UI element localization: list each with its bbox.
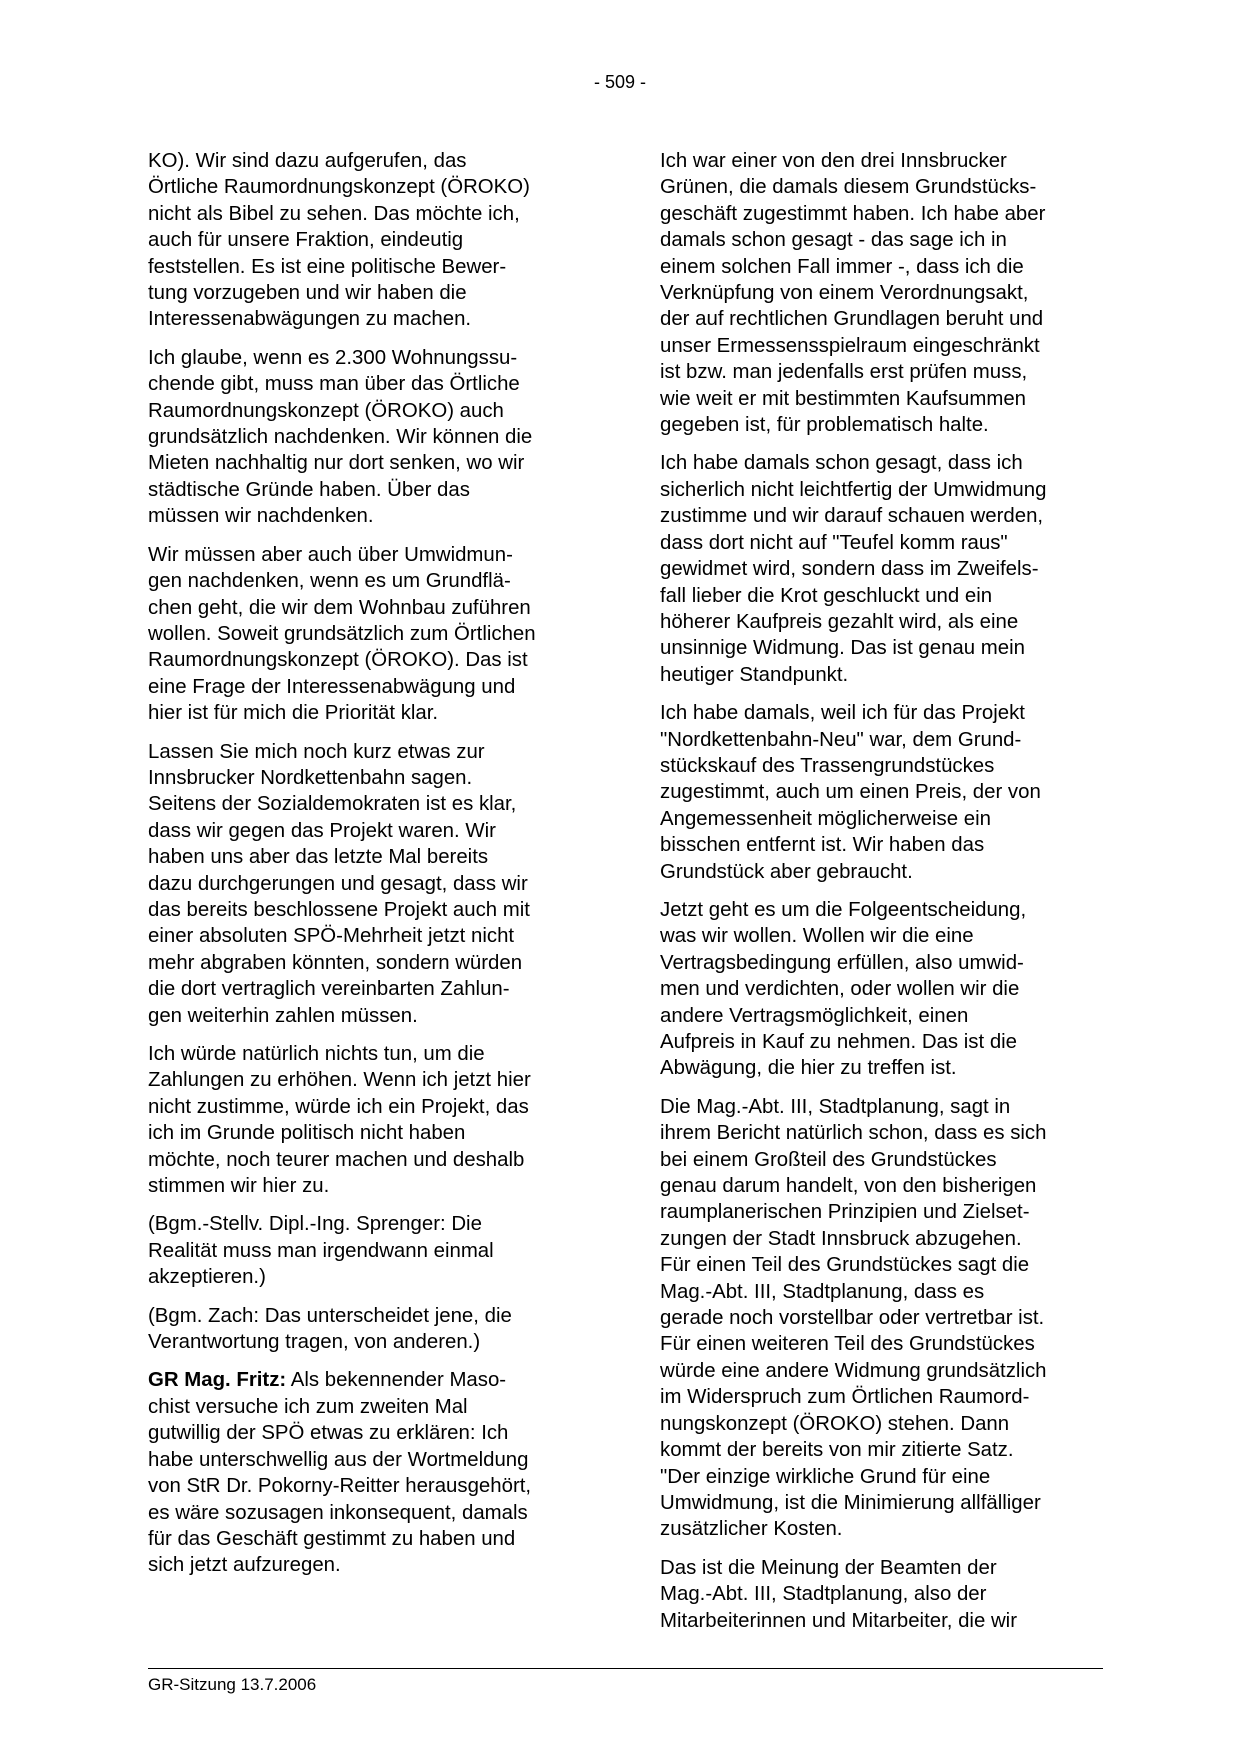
paragraph: Die Mag.-Abt. III, Stadtplanung, sagt in ihrem Bericht natürlich schon, dass es sich bei einem Großteil des Grundstückes genau darum handelt, von den bisherigen raumplanerischen Prinzipien und Zielset- zungen der Stadt Innsbruck abzugehen. Für einen Teil des Grundstückes sagt die Mag.-Abt. III, Stadtplanung, dass es gerade noch vorstellbar oder vertretbar ist. Für einen weiteren Teil des Grundstückes würde eine andere Widmung grundsätzlich im Widerspruch zum Örtlichen Raumord- nungskonzept (ÖROKO) stehen. Dann kommt der bereits von mir zitierte Satz. "Der einzige wirkliche Grund für eine Umwidmung, ist die Minimierung allfälliger zusätzlicher Kosten. xyxy=(660,1095,1047,1541)
footer-session-date: GR-Sitzung 13.7.2006 xyxy=(148,1675,317,1694)
paragraph: Ich habe damals, weil ich für das Projekt "Nordkettenbahn-Neu" war, dem Grund- stückskauf des Trassengrundstückes zugestimmt, auch um einen Preis, der von Angemessenheit möglicherweise ein bisschen entfernt ist. Wir haben das Grundstück aber gebraucht. xyxy=(660,702,1041,883)
speech-text: Als bekennender Maso- chist versuche ich zum zweiten Mal gutwillig der SPÖ etwas zu erklären: Ich habe unterschwellig aus der Wortmeldung von StR Dr. Pokorny-Reitter herausgehört, es wäre sozusagen inkonsequent, damals für das Geschäft gestimmt zu haben und sich jetzt aufzuregen. xyxy=(148,1369,532,1577)
right-column xyxy=(660,148,1100,1646)
paragraph: Ich habe damals schon gesagt, dass ich sicherlich nicht leichtfertig der Umwidmung zustimme und wir darauf schauen werden, dass dort nicht auf "Teufel komm raus" gewidmet wird, sondern dass im Zweifels- fall lieber die Krot geschluckt und ein höherer Kaufpreis gezahlt wird, als eine unsinnige Widmung. Das ist genau mein heutiger Standpunkt. xyxy=(660,452,1047,686)
page-number: - 509 - xyxy=(593,72,647,92)
footer-divider xyxy=(148,1668,1103,1669)
interjection: (Bgm.-Stellv. Dipl.-Ing. Sprenger: Die Realität muss man irgendwann einmal akzeptieren.) xyxy=(148,1213,494,1289)
speech-paragraph xyxy=(148,1367,588,1578)
paragraph: Lassen Sie mich noch kurz etwas zur Innsbrucker Nordkettenbahn sagen. Seitens der Sozialdemokraten ist es klar, dass wir gegen das Projekt waren. Wir haben uns aber das letzte Mal bereits dazu durchgerungen und gesagt, dass wir das bereits beschlossene Projekt auch mit einer absoluten SPÖ-Mehrheit jetzt nicht mehr abgraben könnten, sondern würden die dort vertraglich vereinbarten Zahlun- gen weiterhin zahlen müssen. xyxy=(148,740,530,1027)
paragraph: KO). Wir sind dazu aufgerufen, das Örtliche Raumordnungskonzept (ÖROKO) nicht als Bibel zu sehen. Das möchte ich, auch für unsere Fraktion, eindeutig feststellen. Es ist eine politische Bewer- tung vorzugeben und wir haben die Interessenabwägungen zu machen. xyxy=(148,150,530,331)
paragraph: Ich glaube, wenn es 2.300 Wohnungssu- chende gibt, muss man über das Örtliche Raumordnungskonzept (ÖROKO) auch grundsätzlich nachdenken. Wir können die Mieten nachhaltig nur dort senken, wo wir städtische Gründe haben. Über das müssen wir nachdenken. xyxy=(148,346,533,528)
paragraph: Das ist die Meinung der Beamten der Mag.-Abt. III, Stadtplanung, also der Mitarbeiterinnen und Mitarbeiter, die wir xyxy=(660,1556,1018,1632)
interjection: (Bgm. Zach: Das unterscheidet jene, die Verantwortung tragen, von anderen.) xyxy=(148,1304,512,1354)
paragraph: Ich war einer von den drei Innsbrucker Grünen, die damals diesem Grundstücks- geschäft zugestimmt haben. Ich habe aber damals schon gesagt - das sage ich in einem solchen Fall immer -, dass ich die Verknüpfung von einem Verordnungsakt, der auf rechtlichen Grundlagen beruht und unser Ermessensspielraum eingeschränkt ist bzw. man jedenfalls erst prüfen muss, wie weit er mit bestimmten Kaufsummen gegeben ist, für problematisch halte. xyxy=(660,150,1046,437)
paragraph: Wir müssen aber auch über Umwidmun- gen nachdenken, wenn es um Grundflä- chen geht, die wir dem Wohnbau zuführen wollen. Soweit grundsätzlich zum Örtlichen Raumordnungskonzept (ÖROKO). Das ist eine Frage der Interessenabwägung und hier ist für mich die Priorität klar. xyxy=(148,543,536,725)
paragraph: Jetzt geht es um die Folgeentscheidung, was wir wollen. Wollen wir die eine Vertragsbedingung erfüllen, also umwid- men und verdichten, oder wollen wir die andere Vertragsmöglichkeit, einen Aufpreis in Kauf zu nehmen. Das ist die Abwägung, die hier zu treffen ist. xyxy=(660,898,1027,1080)
left-column xyxy=(148,148,588,1591)
speaker-name: GR Mag. Fritz: xyxy=(148,1369,287,1392)
paragraph: Ich würde natürlich nichts tun, um die Zahlungen zu erhöhen. Wenn ich jetzt hier nicht zustimme, würde ich ein Projekt, das ich im Grunde politisch nicht haben möchte, noch teurer machen und deshalb stimmen wir hier zu. xyxy=(148,1043,531,1198)
